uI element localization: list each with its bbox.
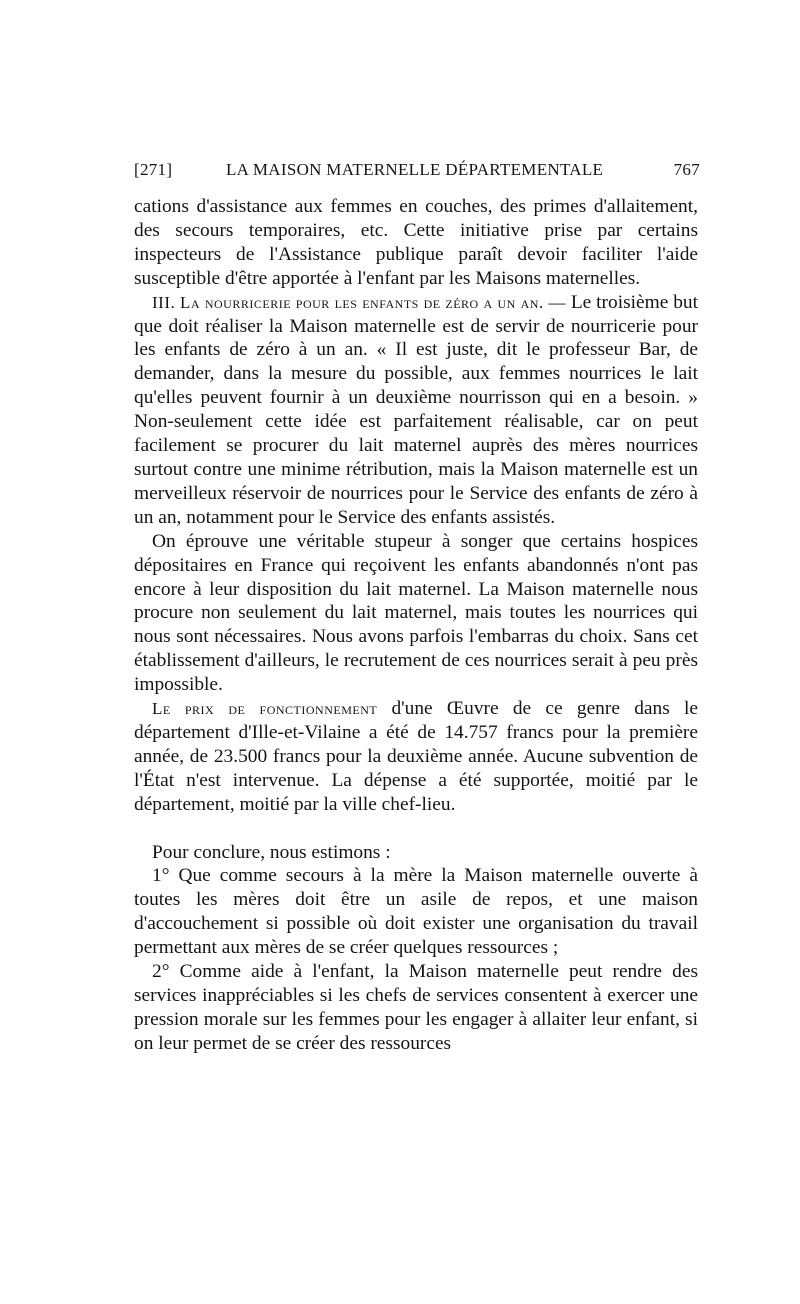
section-heading-prix: Le prix de fonctionnement (152, 699, 378, 719)
paragraph-nourricerie (134, 291, 698, 530)
paragraph-prix (134, 697, 698, 817)
conclusion-item-2: 2° Comme aide à l'enfant, la Maison maternelle peut rendre des services inappréciables si les chefs de services consentent à exercer une pression morale sur les femmes pour les engager à allaiter leur enfant, si on leur permet de se créer des ressources (134, 961, 698, 1054)
paragraph-stupeur: On éprouve une véritable stupeur à songer que certains hospices dépositaires en France qui reçoivent les enfants abandonnés n'ont pas encore à leur disposition du lait maternel. La Maison maternelle nous procure non seulement du lait maternel, mais toutes les nourrices qui nous sont nécessaires. Nous avons parfois l'embarras du choix. Sans cet établissement d'ailleurs, le recrutement de ces nourrices serait à peu près impossible. (134, 530, 698, 696)
page-number: 767 (673, 160, 700, 179)
section-heading-nourricerie: III. La nourricerie pour les enfants de zéro a un an. — (152, 292, 566, 312)
paragraph-conclusion-intro: Pour conclure, nous estimons : (152, 841, 391, 863)
page-reference: [271] (134, 160, 173, 179)
paragraph-continuation: cations d'assistance aux femmes en couches, des primes d'allaitement, des secours temporaires, etc. Cette initiative prise par certains inspecteurs de l'Assistance publique paraît devoir faciliter l'aide susceptible d'être apportée à l'enfant par les Maisons maternelles. (134, 196, 698, 289)
body-text (134, 195, 698, 1056)
paragraph-nourricerie-text: Le troisième but que doit réaliser la Maison maternelle est de servir de nourricerie pour les enfants de zéro à un an. « Il est juste, dit le professeur Bar, de demander, dans la mesure du possible, aux femmes nourrices le lait qu'elles peuvent fournir à un deuxième nourrisson qui en a besoin. » Non-seulement cette idée est parfaitement réalisable, car on peut facilement se procurer du lait maternel auprès des mères nourrices surtout contre une minime rétribution, mais la Maison maternelle est un merveilleux réservoir de nourrices pour le Service des enfants de zéro à un an, notamment pour le Service des enfants assistés. (134, 291, 698, 528)
running-header (134, 160, 700, 184)
paragraph-gap (134, 817, 698, 841)
running-title: LA MAISON MATERNELLE DÉPARTEMENTALE (226, 160, 604, 179)
paragraph-prix-text: d'une Œuvre de ce genre dans le département d'Ille-et-Vilaine a été de 14.757 francs pour la première année, de 23.500 francs pour la deuxième année. Aucune subvention de l'État n'est intervenue. La dépense a été supportée, moitié par le département, moitié par la ville chef-lieu. (134, 698, 698, 815)
conclusion-item-1: 1° Que comme secours à la mère la Maison maternelle ouverte à toutes les mères doit être un asile de repos, et une maison d'accouchement si possible où doit exister une organisation du travail permettant aux mères de se créer quelques ressources ; (134, 865, 698, 959)
